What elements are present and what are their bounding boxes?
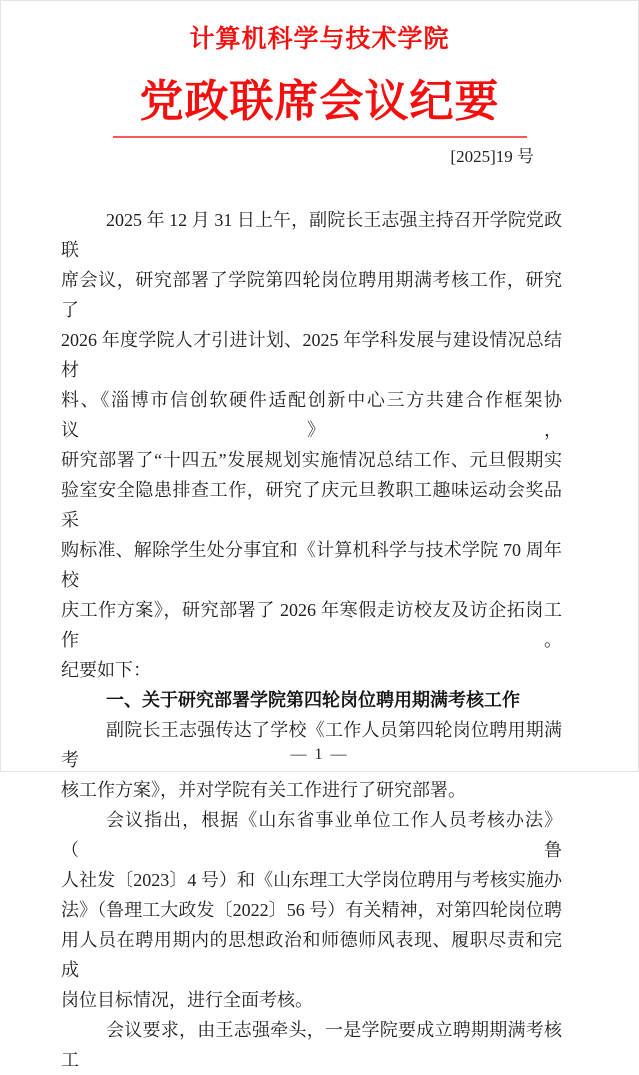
text-line: 购标准、解除学生处分事宜和《计算机科学与技术学院 70 周年校 xyxy=(61,540,562,590)
text-line: 会议要求，由王志强牵头，一是学院要成立聘期期满考核工 xyxy=(61,1020,562,1070)
text-line: 料、《淄博市信创软硬件适配创新中心三方共建合作框架协议》， xyxy=(61,390,562,440)
text-line: 席会议，研究部署了学院第四轮岗位聘用期满考核工作，研究了 xyxy=(61,270,562,320)
text-line: 岗位目标情况，进行全面考核。 xyxy=(61,990,313,1010)
text-line: 法》（鲁理工大政发〔2022〕56 号）有关精神，对第四轮岗位聘 xyxy=(61,900,562,920)
text-line: 研究部署了“十四五”发展规划实施情况总结工作、元旦假期实 xyxy=(61,450,562,470)
text-line: 核工作方案》，并对学院有关工作进行了研究部署。 xyxy=(61,780,466,800)
org-name: 计算机科学与技术学院 xyxy=(189,26,450,53)
text-line: 会议指出，根据《山东省事业单位工作人员考核办法》（鲁 xyxy=(61,810,562,860)
page-number: — 1 — xyxy=(290,746,349,763)
text-line: 人社发〔2023〕4 号）和《山东理工大学岗位聘用与考核实施办 xyxy=(61,870,562,890)
red-divider-line xyxy=(113,136,527,138)
text-line: 2025 年 12 月 31 日上午，副院长王志强主持召开学院党政联 xyxy=(61,210,562,260)
text-line: 用人员在聘用期内的思想政治和师德师风表现、履职尽责和完成 xyxy=(61,930,562,980)
text-line: 验室安全隐患排查工作，研究了庆元旦教职工趣味运动会奖品采 xyxy=(61,480,562,530)
text-line: 纪要如下： xyxy=(61,660,151,680)
document-body xyxy=(61,205,562,1075)
text-line: 副院长王志强传达了学校《工作人员第四轮岗位聘用期满考 xyxy=(61,720,562,770)
text-line: 庆工作方案》，研究部署了 2026 年寒假走访校友及访企拓岗工作。 xyxy=(61,600,562,650)
text-line: 2026 年度学院人才引进计划、2025 年学科发展与建设情况总结材 xyxy=(61,330,562,380)
section-heading: 一、关于研究部署学院第四轮岗位聘用期满考核工作 xyxy=(106,690,520,710)
doc-number: [2025]19 号 xyxy=(450,147,534,166)
doc-title: 党政联席会议纪要 xyxy=(139,77,500,126)
